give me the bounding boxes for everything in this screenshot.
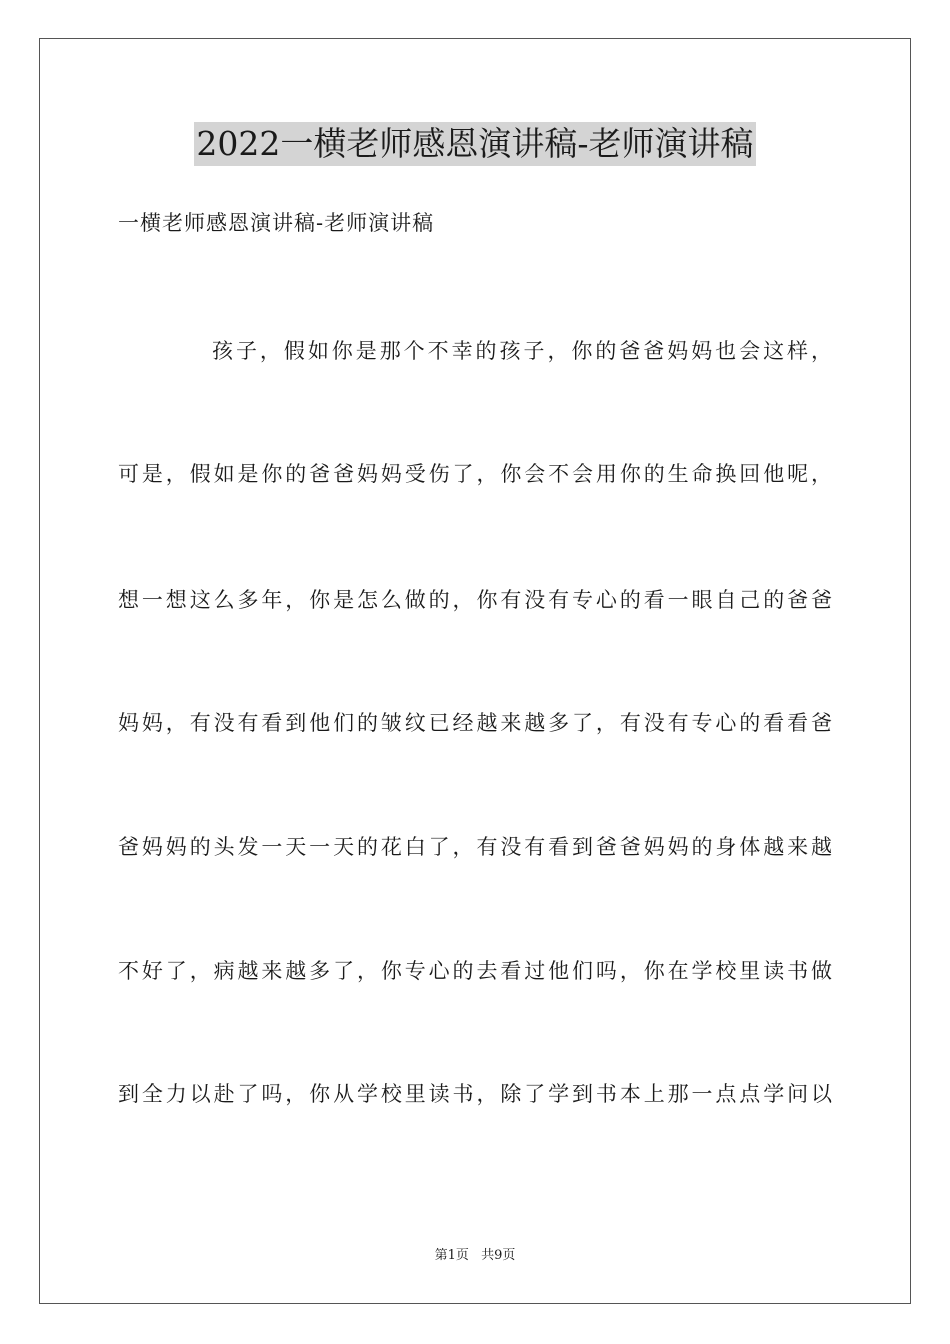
paragraph-line: 可是，假如是你的爸爸妈妈受伤了，你会不会用你的生命换回他呢，: [118, 462, 832, 486]
paragraph-line: 想一想这么多年，你是怎么做的，你有没有专心的看一眼自己的爸爸: [118, 588, 832, 612]
document-title: 2022一横老师感恩演讲稿-老师演讲稿: [194, 122, 755, 166]
paragraph-line: 妈妈，有没有看到他们的皱纹已经越来越多了，有没有专心的看看爸: [118, 711, 832, 735]
paragraph-line: 孩子，假如你是那个不幸的孩子，你的爸爸妈妈也会这样，: [212, 339, 832, 363]
document-subtitle: 一横老师感恩演讲稿-老师演讲稿: [118, 211, 435, 235]
page-number: 第1页: [434, 1248, 469, 1263]
paragraph-line: 爸妈妈的头发一天一天的花白了，有没有看到爸爸妈妈的身体越来越: [118, 835, 832, 859]
page-total: 共9页: [481, 1248, 516, 1263]
title-container: [0, 122, 950, 166]
page-footer: [0, 1246, 950, 1266]
paragraph-line: 不好了，病越来越多了，你专心的去看过他们吗，你在学校里读书做: [118, 959, 832, 983]
paragraph-line: 到全力以赴了吗，你从学校里读书，除了学到书本上那一点点学问以: [118, 1082, 832, 1106]
